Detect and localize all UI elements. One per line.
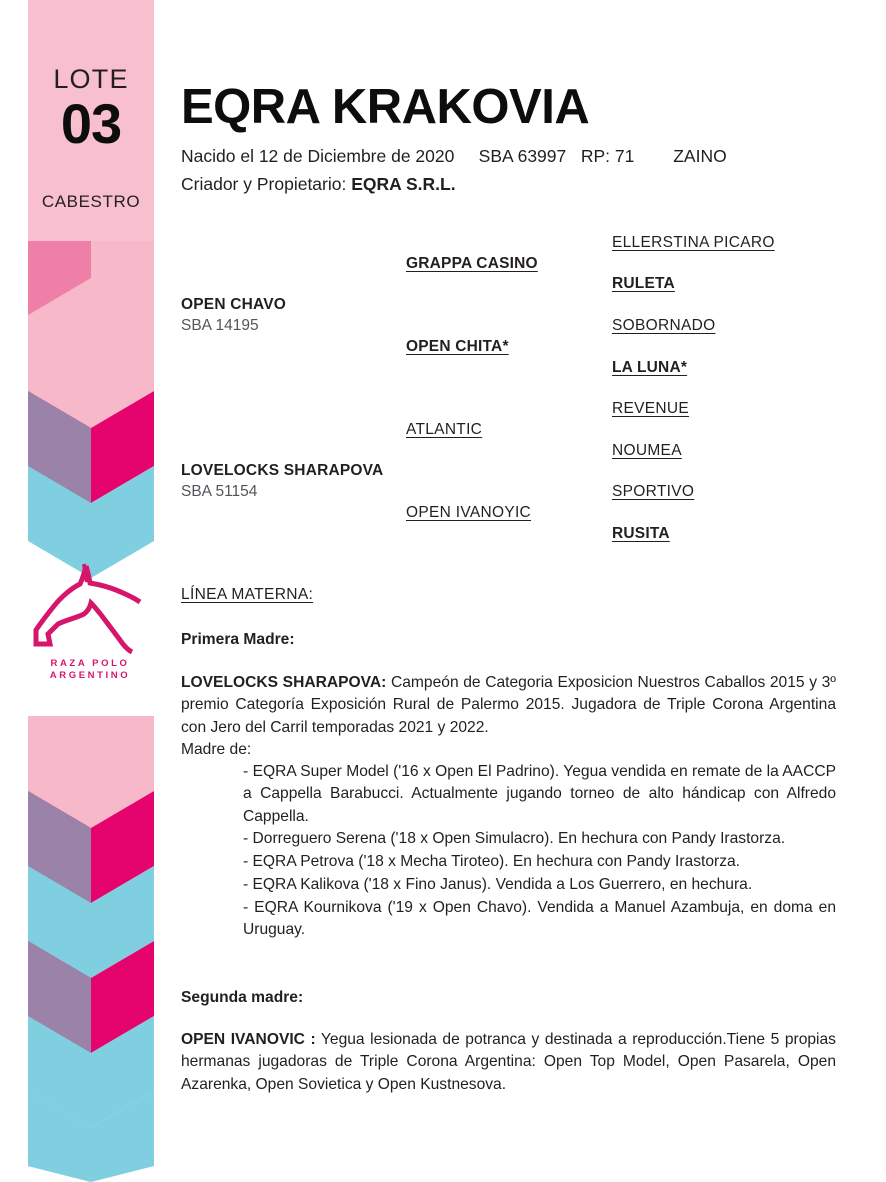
second-mother-label: Segunda madre:: [181, 989, 304, 1006]
logo-text: [24, 658, 156, 682]
lot-type-label: CABESTRO: [41, 192, 141, 211]
breeder-owner-value: EQRA S.R.L.: [351, 174, 456, 194]
pedigree-gen3-2: SOBORNADO: [612, 317, 716, 334]
pedigree-gen3-6: SPORTIVO: [612, 483, 695, 500]
offspring-item-3: - EQRA Kalikova ('18 x Fino Janus). Vendida a Los Guerrero, en hechura.: [243, 876, 753, 893]
first-mother-name: LOVELOCKS SHARAPOVA:: [181, 674, 387, 691]
pedigree-sire-sba: SBA 14195: [181, 317, 259, 334]
lot-banner: [28, 0, 154, 241]
breeder-owner-label: Criador y Propietario:: [181, 174, 352, 194]
second-mother-text: Yegua lesionada de potranca y destinada a reproducción.Tiene 5 propias hermanas jugadoras de Triple Corona Argentina: Open Top Model, Open Pasarela, Open Azarenka, Open Sovietica y Open Kustnesova.: [181, 1031, 836, 1093]
pedigree-gen3-5: NOUMEA: [612, 442, 682, 459]
first-mother-label: Primera Madre:: [181, 631, 295, 648]
pedigree-gen3-4: REVENUE: [612, 400, 690, 417]
pedigree-gen3-7: RUSITA: [612, 525, 670, 542]
horse-head-icon: [24, 562, 156, 654]
logo-text-line2: ARGENTINO: [49, 670, 131, 681]
birth-registration-line: Nacido el 12 de Diciembre de 2020 SBA 63997 RP: 71 ZAINO: [181, 146, 727, 166]
pedigree-gen2-2: ATLANTIC: [406, 421, 483, 438]
logo-text-line1: RAZA POLO: [50, 658, 130, 669]
lot-label: LOTE: [53, 64, 129, 94]
raza-polo-argentino-logo: [24, 562, 156, 690]
pedigree-dam-name: LOVELOCKS SHARAPOVA: [181, 462, 384, 479]
pedigree-gen2-0: GRAPPA CASINO: [406, 255, 538, 272]
pedigree-gen3-0: ELLERSTINA PICARO: [612, 234, 775, 251]
offspring-item-2: - EQRA Petrova ('18 x Mecha Tiroteo). En hechura con Pandy Irastorza.: [243, 853, 741, 870]
offspring-item-0: - EQRA Super Model ('16 x Open El Padrino). Yegua vendida en remate de la AACCP a Cappella Barabucci. Actualmente jugando torneo de alto hándicap con Alfredo Cappella.: [243, 763, 836, 825]
breeder-owner-line: [181, 173, 456, 197]
second-mother-paragraph: [181, 1029, 836, 1096]
first-mother-paragraph: [181, 672, 836, 739]
maternal-line-heading: LÍNEA MATERNA:: [181, 586, 314, 603]
offspring-item-4: - EQRA Kournikova ('19 x Open Chavo). Vendida a Manuel Azambuja, en doma en Uruguay.: [243, 899, 836, 939]
first-mother-text: Campeón de Categoria Exposicion Nuestros Caballos 2015 y 3º premio Categoría Exposición Rural de Palermo 2015. Jugadora de Triple Corona Argentina con Jero del Carril temporadas 2021 y 2022.: [181, 674, 837, 736]
pedigree-gen3-1: RULETA: [612, 275, 675, 292]
offspring-item-1: - Dorreguero Serena ('18 x Open Simulacro). En hechura con Pandy Irastorza.: [243, 830, 786, 847]
horse-name-title: EQRA KRAKOVIA: [181, 80, 590, 134]
pedigree-gen2-1: OPEN CHITA*: [406, 338, 509, 355]
mother-of-label: Madre de:: [181, 741, 252, 758]
pedigree-gen2-3: OPEN IVANOYIC: [406, 504, 532, 521]
pedigree-gen3-3: LA LUNA*: [612, 359, 688, 376]
lot-number: 03: [60, 92, 122, 155]
pedigree-dam-sba: SBA 51154: [181, 483, 258, 500]
second-mother-name: OPEN IVANOVIC :: [181, 1031, 316, 1048]
pedigree-sire-name: OPEN CHAVO: [181, 296, 287, 313]
